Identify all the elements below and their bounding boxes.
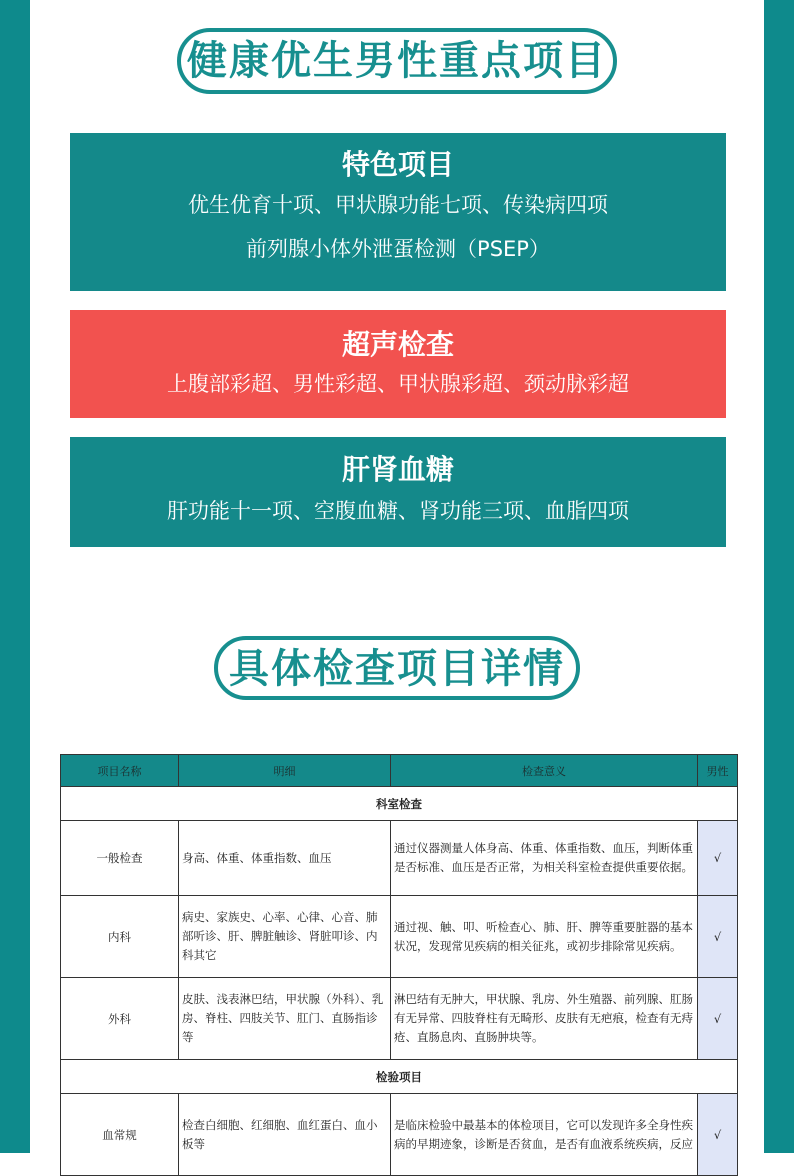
item-meaning: 通过仪器测量人体身高、体重、体重指数、血压，判断体重是否标准、血压是否正常，为相关科室检查提供重要依据。 [391, 821, 698, 896]
header-detail: 明细 [179, 755, 391, 787]
panel-line: 优生优育十项、甲状腺功能七项、传染病四项 [188, 193, 608, 217]
panel-line: 肝功能十一项、空腹血糖、肾功能三项、血脂四项 [167, 499, 629, 523]
section-label: 科室检查 [61, 787, 738, 821]
section-heading-details: 具体检查项目详情 [214, 636, 580, 700]
section-label: 检验项目 [61, 1060, 738, 1094]
item-meaning: 淋巴结有无肿大，甲状腺、乳房、外生殖器、前列腺、肛肠有无异常、四肢脊柱有无畸形、皮肤有无疤痕，检查有无痔疮、直肠息肉、直肠肿块等。 [391, 978, 698, 1060]
exam-details-table [60, 754, 738, 1176]
panel-line: 上腹部彩超、男性彩超、甲状腺彩超、颈动脉彩超 [167, 372, 629, 396]
male-check: √ [698, 978, 738, 1060]
table-row [61, 978, 738, 1060]
table-row [61, 821, 738, 896]
panel-line: 前列腺小体外泄蛋检测（PSEP） [246, 237, 550, 261]
panel-ultrasound [70, 310, 726, 418]
panel-title: 特色项目 [341, 148, 454, 181]
item-name: 一般检查 [61, 821, 179, 896]
left-border [0, 0, 30, 1153]
table-row [61, 1094, 738, 1176]
header-item-name: 项目名称 [61, 755, 179, 787]
item-detail: 身高、体重、体重指数、血压 [179, 821, 391, 896]
header-male: 男性 [698, 755, 738, 787]
table-header-row [61, 755, 738, 787]
panel-title: 超声检查 [341, 328, 454, 361]
item-detail: 皮肤、浅表淋巴结，甲状腺（外科）、乳房、脊柱、四肢关节、肛门、直肠指诊等 [179, 978, 391, 1060]
male-check: √ [698, 821, 738, 896]
male-check: √ [698, 1094, 738, 1176]
header-meaning: 检查意义 [391, 755, 698, 787]
table-row [61, 896, 738, 978]
section-row [61, 787, 738, 821]
item-meaning: 是临床检验中最基本的体检项目，它可以发现许多全身性疾病的早期迹象，诊断是否贫血，是否有血液系统疾病，反应 [391, 1094, 698, 1176]
item-detail: 病史、家族史、心率、心律、心音、肺部听诊、肝、脾脏触诊、肾脏叩诊、内科其它 [179, 896, 391, 978]
panel-title: 肝肾血糖 [341, 453, 454, 486]
item-name: 外科 [61, 978, 179, 1060]
section-row [61, 1060, 738, 1094]
section-heading-key-items: 健康优生男性重点项目 [177, 28, 617, 94]
item-name: 内科 [61, 896, 179, 978]
right-border [764, 0, 794, 1153]
item-name: 血常规 [61, 1094, 179, 1176]
item-meaning: 通过视、触、叩、听检查心、肺、肝、脾等重要脏器的基本状况，发现常见疾病的相关征兆，或初步排除常见疾病。 [391, 896, 698, 978]
item-detail: 检查白细胞、红细胞、血红蛋白、血小板等 [179, 1094, 391, 1176]
male-check: √ [698, 896, 738, 978]
panel-liver-kidney-glucose [70, 437, 726, 547]
panel-featured-items [70, 133, 726, 291]
